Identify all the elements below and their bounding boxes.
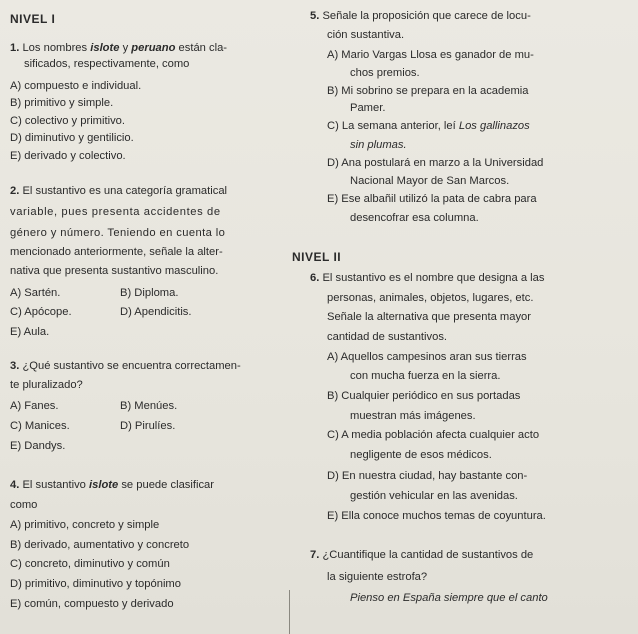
q3-option-a: A) Fanes. (10, 400, 59, 412)
q6-option-c-line-2: negligente de esos médicos. (350, 449, 492, 461)
q5-option-e-line-1: E) Ese albañil utilizó la pata de cabra para (327, 193, 537, 205)
question-2-number: 2. (10, 185, 20, 197)
q1-text: están cla- (175, 42, 228, 54)
q6-option-c-line-1: C) A media población afecta cualquier acto (327, 429, 540, 441)
level-heading-2: NIVEL II (292, 250, 342, 264)
question-4-line-2: como (10, 499, 38, 511)
q5-option-c-text: C) La semana anterior, leí (327, 120, 459, 132)
q5-option-c-line-2: sin plumas. (350, 139, 407, 151)
q6-option-b-line-2: muestran más imágenes. (350, 410, 476, 422)
column-divider (289, 590, 290, 634)
question-4-line-1 (10, 478, 214, 492)
q1-text: y (119, 42, 132, 54)
q5-option-b-line-2: Pamer. (350, 102, 386, 114)
q5-text: Señale la proposición que carece de locu- (322, 10, 531, 22)
q6-option-a-line-2: con mucha fuerza en la sierra. (350, 370, 501, 382)
question-5-line-1 (310, 9, 531, 23)
q4-word-islote: islote (89, 479, 119, 491)
q3-option-b: B) Menúes. (120, 400, 178, 412)
q6-option-b-line-1: B) Cualquier periódico en sus portadas (327, 390, 521, 402)
question-3-number: 3. (10, 360, 20, 372)
q3-option-c: C) Manices. (10, 420, 70, 432)
question-2-line-5: nativa que presenta sustantivo masculino. (10, 265, 219, 277)
q6-option-e: E) Ella conoce muchos temas de coyuntura. (327, 510, 546, 522)
q1-option-d: D) diminutivo y gentilicio. (10, 132, 134, 144)
level-heading-1: NIVEL I (10, 12, 56, 26)
q2-option-b: B) Diploma. (120, 287, 179, 299)
q6-text: El sustantivo es el nombre que designa a las (322, 272, 545, 284)
q3-text: ¿Qué sustantivo se encuentra correctamen- (22, 360, 241, 372)
question-5-line-2: ción sustantiva. (327, 29, 405, 41)
q6-option-d-line-1: D) En nuestra ciudad, hay bastante con- (327, 470, 528, 482)
q4-option-c: C) concreto, diminutivo y común (10, 558, 170, 570)
q1-option-c: C) colectivo y primitivo. (10, 115, 126, 127)
q2-option-d: D) Apendicitis. (120, 306, 192, 318)
q4-text: El sustantivo (22, 479, 89, 491)
question-2-line-1 (10, 184, 227, 198)
question-6-line-3: Señale la alternativa que presenta mayor (327, 311, 531, 323)
q5-option-d-line-2: Nacional Mayor de San Marcos. (350, 175, 510, 187)
q4-option-d: D) primitivo, diminutivo y topónimo (10, 578, 181, 590)
question-7-stanza-line: Pienso en España siempre que el canto (350, 592, 548, 604)
question-6-line-2: personas, animales, objetos, lugares, etc. (327, 292, 534, 304)
question-7-number: 7. (310, 549, 320, 561)
question-2-line-3: género y número. Teniendo en cuenta lo (10, 227, 226, 239)
q5-option-c-line-1 (327, 119, 530, 133)
q1-word-islote: islote (90, 42, 120, 54)
q2-text: El sustantivo es una categoría gramatical (22, 185, 228, 197)
q1-option-e: E) derivado y colectivo. (10, 150, 126, 162)
question-3-line-2: te pluralizado? (10, 379, 83, 391)
q6-option-a-line-1: A) Aquellos campesinos aran sus tierras (327, 351, 527, 363)
q1-word-peruano: peruano (131, 42, 176, 54)
q1-option-b: B) primitivo y simple. (10, 97, 114, 109)
question-1-line-2: sificados, respectivamente, como (24, 58, 190, 70)
q5-option-c-title: Los gallinazos (458, 120, 530, 132)
q3-option-d: D) Pirulíes. (120, 420, 176, 432)
q2-option-c: C) Apócope. (10, 306, 72, 318)
question-6-number: 6. (310, 272, 320, 284)
q1-option-a: A) compuesto e individual. (10, 80, 142, 92)
q2-option-e: E) Aula. (10, 326, 50, 338)
q4-option-b: B) derivado, aumentativo y concreto (10, 539, 190, 551)
q3-option-e: E) Dandys. (10, 440, 66, 452)
question-7-line-1 (310, 548, 533, 562)
q5-option-b-line-1: B) Mi sobrino se prepara en la academia (327, 85, 529, 97)
q6-option-d-line-2: gestión vehicular en las avenidas. (350, 490, 518, 502)
question-1-line-1 (10, 41, 227, 55)
question-5-number: 5. (310, 10, 320, 22)
q7-text: ¿Cuantifique la cantidad de sustantivos de (322, 549, 534, 561)
question-7-line-2: la siguiente estrofa? (327, 571, 428, 583)
q1-text: Los nombres (22, 42, 91, 54)
q5-option-a-line-2: chos premios. (350, 67, 420, 79)
q5-option-d-line-1: D) Ana postulará en marzo a la Universidad (327, 157, 544, 169)
q5-option-e-line-2: desencofrar esa columna. (350, 212, 479, 224)
question-6-line-1 (310, 271, 544, 285)
q4-option-a: A) primitivo, concreto y simple (10, 519, 160, 531)
q4-text: se puede clasificar (118, 479, 215, 491)
question-2-line-4: mencionado anteriormente, señale la alter- (10, 246, 223, 258)
q5-option-a-line-1: A) Mario Vargas Llosa es ganador de mu- (327, 49, 534, 61)
question-3-line-1 (10, 359, 241, 373)
question-1-number: 1. (10, 42, 20, 54)
question-6-line-4: cantidad de sustantivos. (327, 331, 448, 343)
question-2-line-2: variable, pues presenta accidentes de (10, 206, 221, 218)
q2-option-a: A) Sartén. (10, 287, 61, 299)
question-4-number: 4. (10, 479, 20, 491)
q4-option-e: E) común, compuesto y derivado (10, 598, 174, 610)
